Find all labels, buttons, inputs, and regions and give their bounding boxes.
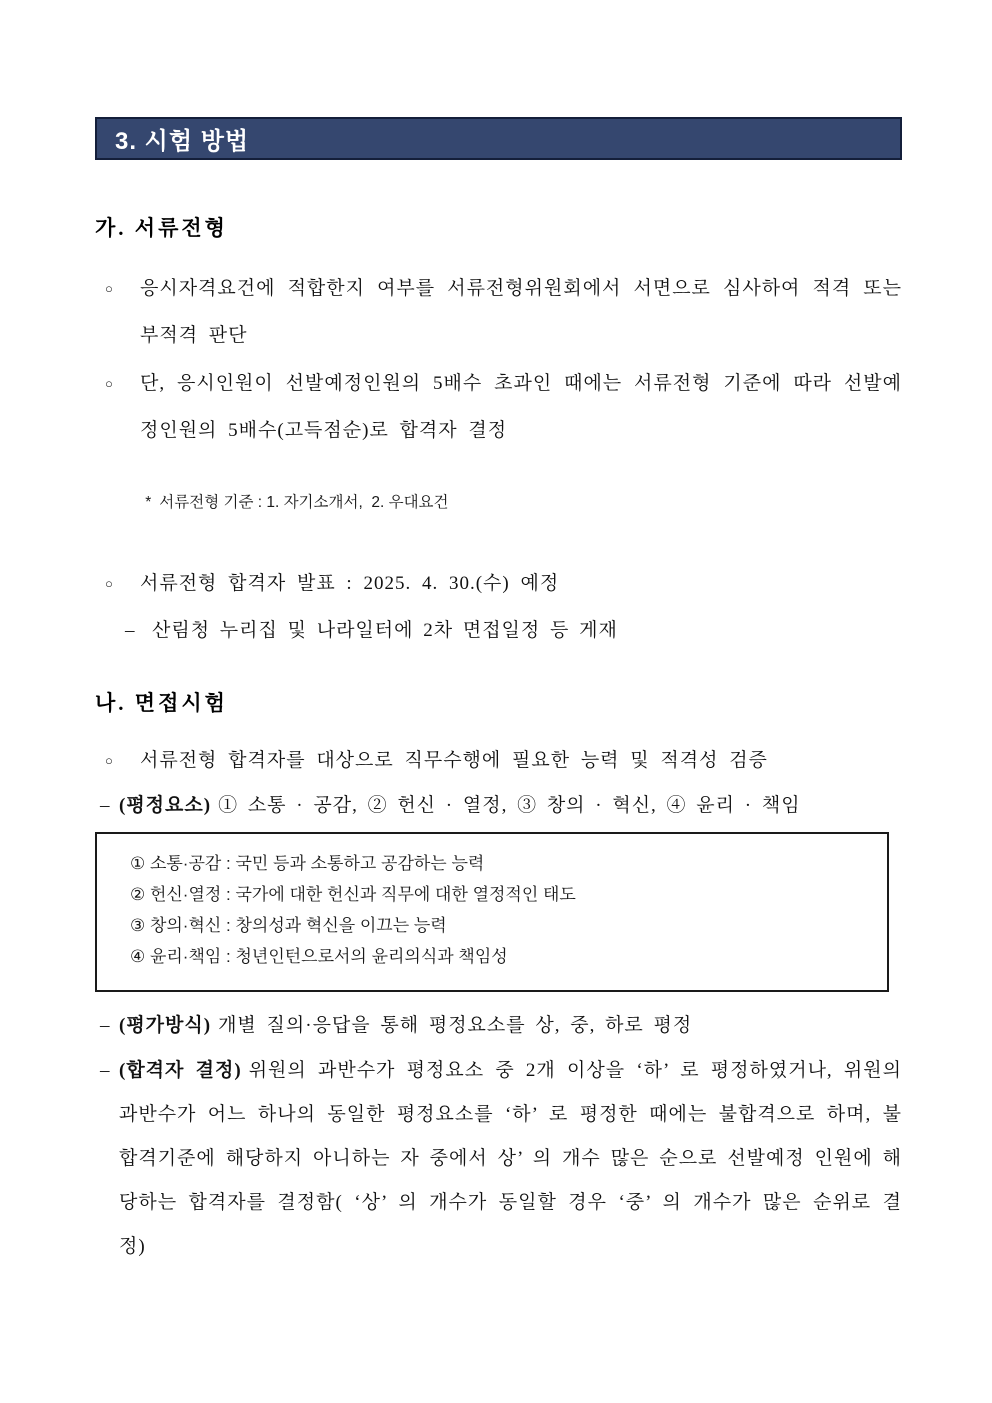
paragraph-text: 서류전형 합격자 발표 : 2025. 4. 30.(수) 예정: [140, 573, 560, 594]
subparagraph-posting-locations: [95, 607, 902, 654]
dash-bullet-icon: –: [125, 620, 135, 641]
circle-bullet-icon: ○: [105, 753, 113, 768]
section-header-title: 3. 시험 방법: [115, 128, 250, 155]
page-content: [95, 0, 902, 1269]
heading-document-screening: 가. 서류전형: [95, 216, 228, 240]
list-item-dedication: ② 헌신·열정 : 국가에 대한 헌신과 직무에 대한 열정적인 태도: [130, 885, 576, 904]
rating-factors-text: ① 소통 · 공감, ② 헌신 · 열정, ③ 창의 · 혁신, ④ 윤리 · 책임: [218, 795, 801, 816]
paragraph-five-times-rule: [95, 360, 902, 454]
subparagraph-text: 산림청 누리집 및 나라일터에 2차 면접일정 등 게재: [152, 620, 618, 641]
pass-decision-text: 위원의 과반수가 평정요소 중 2개 이상을 ‘하’ 로 평정하였거나, 위원의 과반수가 어느 하나의 동일한 평정요소를 ‘하’ 로 평정한 때에는 불합격으로 하며, 불합격기준에 해당하지 아니하는 자 중에서 상’ 의 개수 많은 순으로 선발예정 인원에 해당하는 합격자를 결정함( ‘상’ 의 개수가 동일할 경우 ‘중’ 의 개수가 많은 순위로 결정): [119, 1060, 902, 1257]
circle-bullet-icon: ○: [105, 281, 113, 296]
list-item-ethics: ④ 윤리·책임 : 청년인턴으로서의 윤리의식과 책임성: [130, 947, 508, 966]
paragraph-text: 단, 응시인원이 선발예정인원의 5배수 초과인 때에는 서류전형 기준에 따라 선발예정인원의 5배수(고득점순)로 합격자 결정: [140, 373, 902, 441]
paragraph-evaluation-method: [95, 1004, 902, 1048]
asterisk-icon: *: [145, 494, 152, 511]
paragraph-interview-purpose: [95, 737, 902, 784]
list-item-communication: ① 소통·공감 : 국민 등과 소통하고 공감하는 능력: [130, 854, 485, 873]
paragraph-rating-factors: [95, 784, 902, 828]
footnote-text: 서류전형 기준 : 1. 자기소개서, 2. 우대요건: [159, 494, 449, 511]
dash-bullet-icon: –: [100, 1060, 110, 1081]
paragraph-text: 응시자격요건에 적합한지 여부를 서류전형위원회에서 서면으로 심사하여 적격 또는 부적격 판단: [140, 278, 902, 346]
evaluation-method-label: (평가방식): [119, 1015, 212, 1036]
paragraph-pass-decision: [95, 1049, 902, 1269]
footnote-screening-criteria: [95, 458, 902, 548]
dash-bullet-icon: –: [100, 795, 110, 816]
paragraph-result-announcement: [95, 560, 902, 607]
evaluation-method-text: 개별 질의·응답을 통해 평정요소를 상, 중, 하로 평정: [218, 1015, 693, 1036]
paragraph-text: 서류전형 합격자를 대상으로 직무수행에 필요한 능력 및 적격성 검증: [140, 750, 768, 771]
rating-factors-label: (평정요소): [119, 795, 212, 816]
paragraph-screening-review: [95, 265, 902, 359]
circle-bullet-icon: ○: [105, 576, 113, 591]
list-item-creativity: ③ 창의·혁신 : 창의성과 혁신을 이끄는 능력: [130, 916, 447, 935]
heading-interview-exam: 나. 면접시험: [95, 691, 228, 715]
rating-factors-box: [95, 832, 889, 992]
section-header-bar: [95, 117, 902, 160]
circle-bullet-icon: ○: [105, 376, 113, 391]
pass-decision-label: (합격자 결정): [119, 1060, 242, 1081]
dash-bullet-icon: –: [100, 1015, 110, 1036]
